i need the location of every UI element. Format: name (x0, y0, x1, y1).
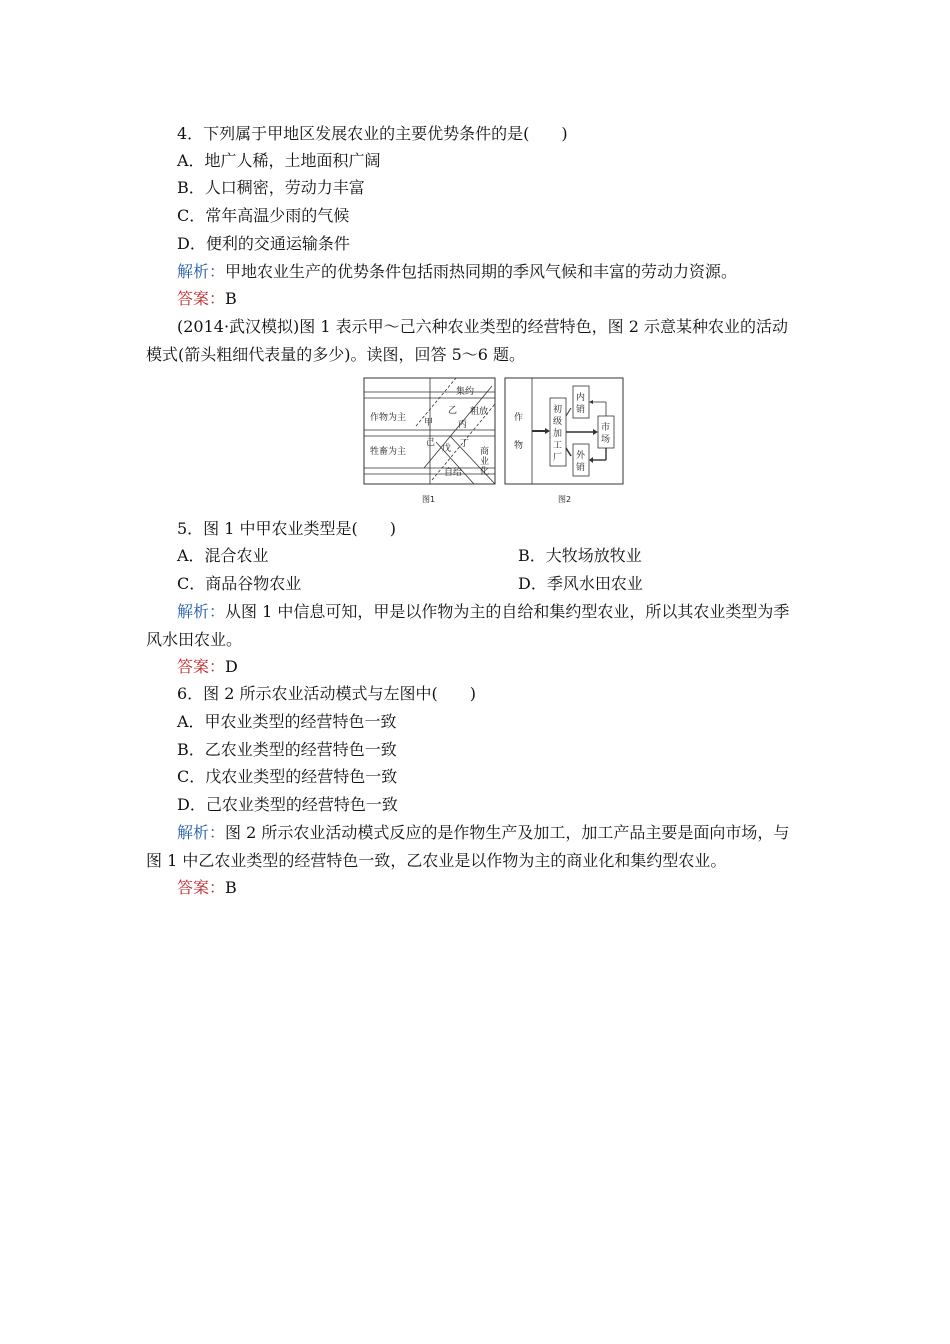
fig1-type-yi: 乙 (448, 406, 458, 416)
fig1-type-wu: 戊 (442, 444, 452, 454)
fig1-crops-row-label: 作物为主 (370, 413, 407, 423)
fig2-crops-char-2: 物 (514, 441, 524, 451)
q4-option-c: C．常年高温少雨的气候 (177, 206, 350, 225)
fig1-commercial-char-3: 化 (480, 467, 490, 477)
fig2-domestic-char-2: 销 (576, 405, 586, 415)
fig2-factory-char-3: 加 (553, 429, 563, 439)
fig2-market-char-2: 场 (601, 435, 611, 445)
q4-answer (177, 289, 237, 309)
q5-option-d: D．季风水田农业 (518, 574, 643, 593)
fig2-factory-char-5: 厂 (553, 453, 563, 463)
fig1-commercial-char-2: 业 (480, 457, 490, 467)
q5-answer (177, 657, 238, 677)
fig1-livestock-row-label: 牲畜为主 (370, 447, 407, 457)
q6-option-c: C．戊农业类型的经营特色一致 (177, 767, 398, 786)
figure-2-caption: 图2 (558, 495, 572, 504)
q4-option-a: A．地广人稀，土地面积广阔 (177, 151, 381, 170)
analysis-text: 图 2 所示农业活动模式反应的是作物生产及加工，加工产品主要是面向市场，与 (225, 823, 790, 842)
fig1-extensive-label: 粗放 (470, 407, 489, 417)
figure-1 (364, 378, 495, 504)
fig2-crops-char-1: 作 (514, 413, 524, 423)
answer-value: D (225, 657, 238, 676)
fig2-domestic-char-1: 内 (576, 393, 586, 403)
fig2-factory-char-1: 初 (553, 405, 563, 415)
answer-value: B (225, 289, 237, 308)
q6-option-a: A．甲农业类型的经营特色一致 (177, 712, 397, 731)
agriculture-figures (362, 376, 626, 508)
fig2-factory-char-2: 级 (553, 417, 563, 427)
intro-line-2: 模式(箭头粗细代表量的多少)。读图，回答 5～6 题。 (146, 345, 526, 364)
q5-stem: 5．图 1 中甲农业类型是( ) (177, 519, 397, 538)
fig1-type-ding: 丁 (460, 439, 470, 449)
fig1-self-sufficient-label: 自给 (444, 468, 463, 478)
q6-analysis-line-1 (177, 823, 789, 843)
fig1-intensive-label: 集约 (456, 387, 475, 397)
fig2-market-char-1: 市 (601, 423, 611, 433)
fig2-export-char-1: 外 (576, 451, 586, 461)
q4-stem: 4．下列属于甲地区发展农业的主要优势条件的是( ) (177, 124, 568, 143)
intro-line-1: (2014·武汉模拟)图 1 表示甲～己六种农业类型的经营特色，图 2 示意某种农业的活动 (177, 317, 788, 336)
fig1-type-jia: 甲 (424, 418, 434, 428)
fig2-export-char-2: 销 (576, 463, 586, 473)
analysis-label: 解析： (177, 823, 226, 842)
q6-option-d: D．己农业类型的经营特色一致 (177, 795, 398, 814)
fig1-type-bing: 丙 (458, 420, 468, 430)
q6-answer (177, 878, 237, 898)
answer-label: 答案： (177, 878, 226, 897)
figure-2 (505, 378, 623, 504)
analysis-label: 解析： (177, 262, 226, 281)
analysis-label: 解析： (177, 602, 226, 621)
figure-1-caption: 图1 (422, 495, 436, 504)
q4-option-d: D．便利的交通运输条件 (177, 234, 350, 253)
answer-label: 答案： (177, 657, 226, 676)
q6-analysis-line-2: 图 1 中乙农业类型的经营特色一致，乙农业是以作物为主的商业化和集约型农业。 (146, 851, 727, 870)
answer-label: 答案： (177, 289, 226, 308)
q5-option-a: A．混合农业 (177, 546, 269, 565)
q5-option-b: B．大牧场放牧业 (518, 546, 642, 565)
q5-analysis-line-1 (177, 602, 789, 622)
q6-stem: 6．图 2 所示农业活动模式与左图中( ) (177, 684, 477, 703)
q6-option-b: B．乙农业类型的经营特色一致 (177, 740, 397, 759)
q4-analysis (177, 262, 737, 282)
q5-analysis-line-2: 风水田农业。 (146, 630, 243, 649)
q4-option-b: B．人口稠密，劳动力丰富 (177, 178, 365, 197)
fig1-commercial-char-1: 商 (480, 447, 490, 457)
answer-value: B (225, 878, 237, 897)
analysis-text: 甲地农业生产的优势条件包括雨热同期的季风气候和丰富的劳动力资源。 (225, 262, 738, 281)
fig1-type-ji: 己 (426, 438, 436, 448)
fig2-factory-char-4: 工 (553, 441, 563, 451)
q5-option-c: C．商品谷物农业 (177, 574, 302, 593)
analysis-text: 从图 1 中信息可知，甲是以作物为主的自给和集约型农业，所以其农业类型为季 (225, 602, 790, 621)
